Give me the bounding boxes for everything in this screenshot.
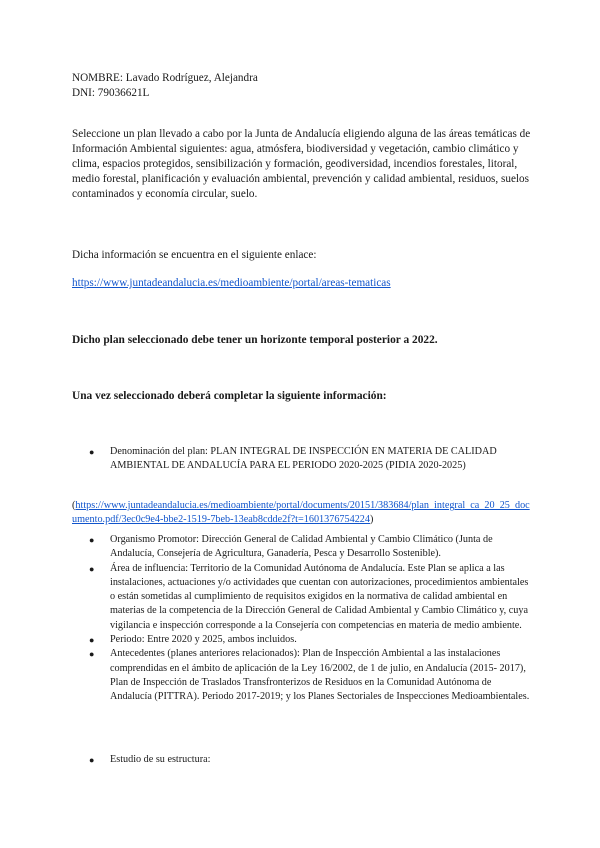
bullet-icon: ● <box>89 535 95 545</box>
requirement-text: Dicho plan seleccionado debe tener un horizonte temporal posterior a 2022. <box>72 334 438 346</box>
periodo-text: Periodo: Entre 2020 y 2025, ambos incluidos. <box>110 634 297 646</box>
requirement-paragraph <box>72 333 532 348</box>
bullet-icon: ● <box>89 563 95 574</box>
student-name: NOMBRE: Lavado Rodríguez, Alejandra <box>72 72 258 84</box>
list-item <box>72 633 530 647</box>
organismo-promotor-text: Organismo Promotor: Dirección General de Calidad Ambiental y Cambio Climático (Junta de Andalucía, Consejería de Agricultura, Ganadería, Pesca y Desarrollo Sostenible). <box>110 534 493 560</box>
link-intro-text: Dicha información se encuentra en el siguiente enlace: <box>72 249 317 261</box>
antecedentes-text: Antecedentes (planes anteriores relacionados): Plan de Inspección Ambiental a las instalaciones comprendidas en el ámbito de aplicación de la Ley 16/2002, de 1 de julio, en Andalucía (2015- 2017), Plan de Inspección de Traslados Transfronterizos de Residuos en la Comunidad Autónoma de Andalucía (PITTRA). Periodo 2017-2019; y los Planes Sectoriales de Inspecciones Medioambientales. <box>110 648 530 703</box>
denominacion-text: Denominación del plan: PLAN INTEGRAL DE INSPECCIÓN EN MATERIA DE CALIDAD AMBIENTAL DE ANDALUCÍA PARA EL PERIODO 2020-2025 (PIDIA 2020-2025) <box>110 446 497 472</box>
list-item <box>72 533 530 562</box>
instruction-text: Una vez seleccionado deberá completar la siguiente información: <box>72 390 387 402</box>
estructura-text: Estudio de su estructura: <box>110 754 211 765</box>
estructura-block <box>72 753 530 767</box>
bullet-icon: ● <box>89 755 95 765</box>
details-list <box>72 533 530 705</box>
denominacion-block <box>72 445 517 474</box>
bullet-icon: ● <box>89 635 95 646</box>
plan-document-link[interactable]: https://www.juntadeandalucia.es/medioambiente/portal/documents/20151/383684/plan_integral_ca_20_25_documento.pdf/3ec0c9e4-bbe2-1519-7beb-13eab8cdde2f?t=1601376754224 <box>72 500 530 526</box>
student-header <box>72 71 532 101</box>
area-influencia-text: Área de influencia: Territorio de la Comunidad Autónoma de Andalucía. Este Plan se aplica a las instalaciones, actuaciones y/o actividades que cuentan con autorizaciones, procedimientos ambientales o están sometidas al cumplimiento de requisitos exigidos en la normativa de calidad ambiental en materias de la competencia de la Dirección General de Calidad Ambiental y Cambio Climático y, cuya vigilancia e inspección corresponde a la Consejería con competencias en materia de medio ambiente. <box>110 562 529 631</box>
instruction-paragraph <box>72 389 532 404</box>
link-intro-paragraph <box>72 248 532 263</box>
paren-close: ) <box>369 514 374 526</box>
list-item <box>72 445 517 474</box>
list-item <box>72 753 530 767</box>
bullet-icon: ● <box>89 649 95 660</box>
list-item <box>72 647 530 704</box>
paren-open: ( <box>72 500 76 512</box>
student-dni: DNI: 79036621L <box>72 87 150 99</box>
areas-tematicas-link[interactable]: https://www.juntadeandalucia.es/medioambiente/portal/areas-tematicas <box>72 277 391 289</box>
link-paragraph <box>72 276 532 291</box>
intro-text: Seleccione un plan llevado a cabo por la Junta de Andalucía eligiendo alguna de las áreas temáticas de Información Ambiental siguientes: agua, atmósfera, biodiversidad y vegetación, cambio climático y clima, espacios protegidos, sensibilización y formación, geodiversidad, incendios forestales, litoral, medio forestal, planificación y evaluación ambiental, prevención y calidad ambiental, residuos, suelos contaminados y economía circular, suelo. <box>72 128 531 200</box>
plan-url-paragraph <box>72 489 530 538</box>
intro-paragraph <box>72 127 532 202</box>
list-item <box>72 562 530 633</box>
bullet-icon: ● <box>89 447 95 457</box>
